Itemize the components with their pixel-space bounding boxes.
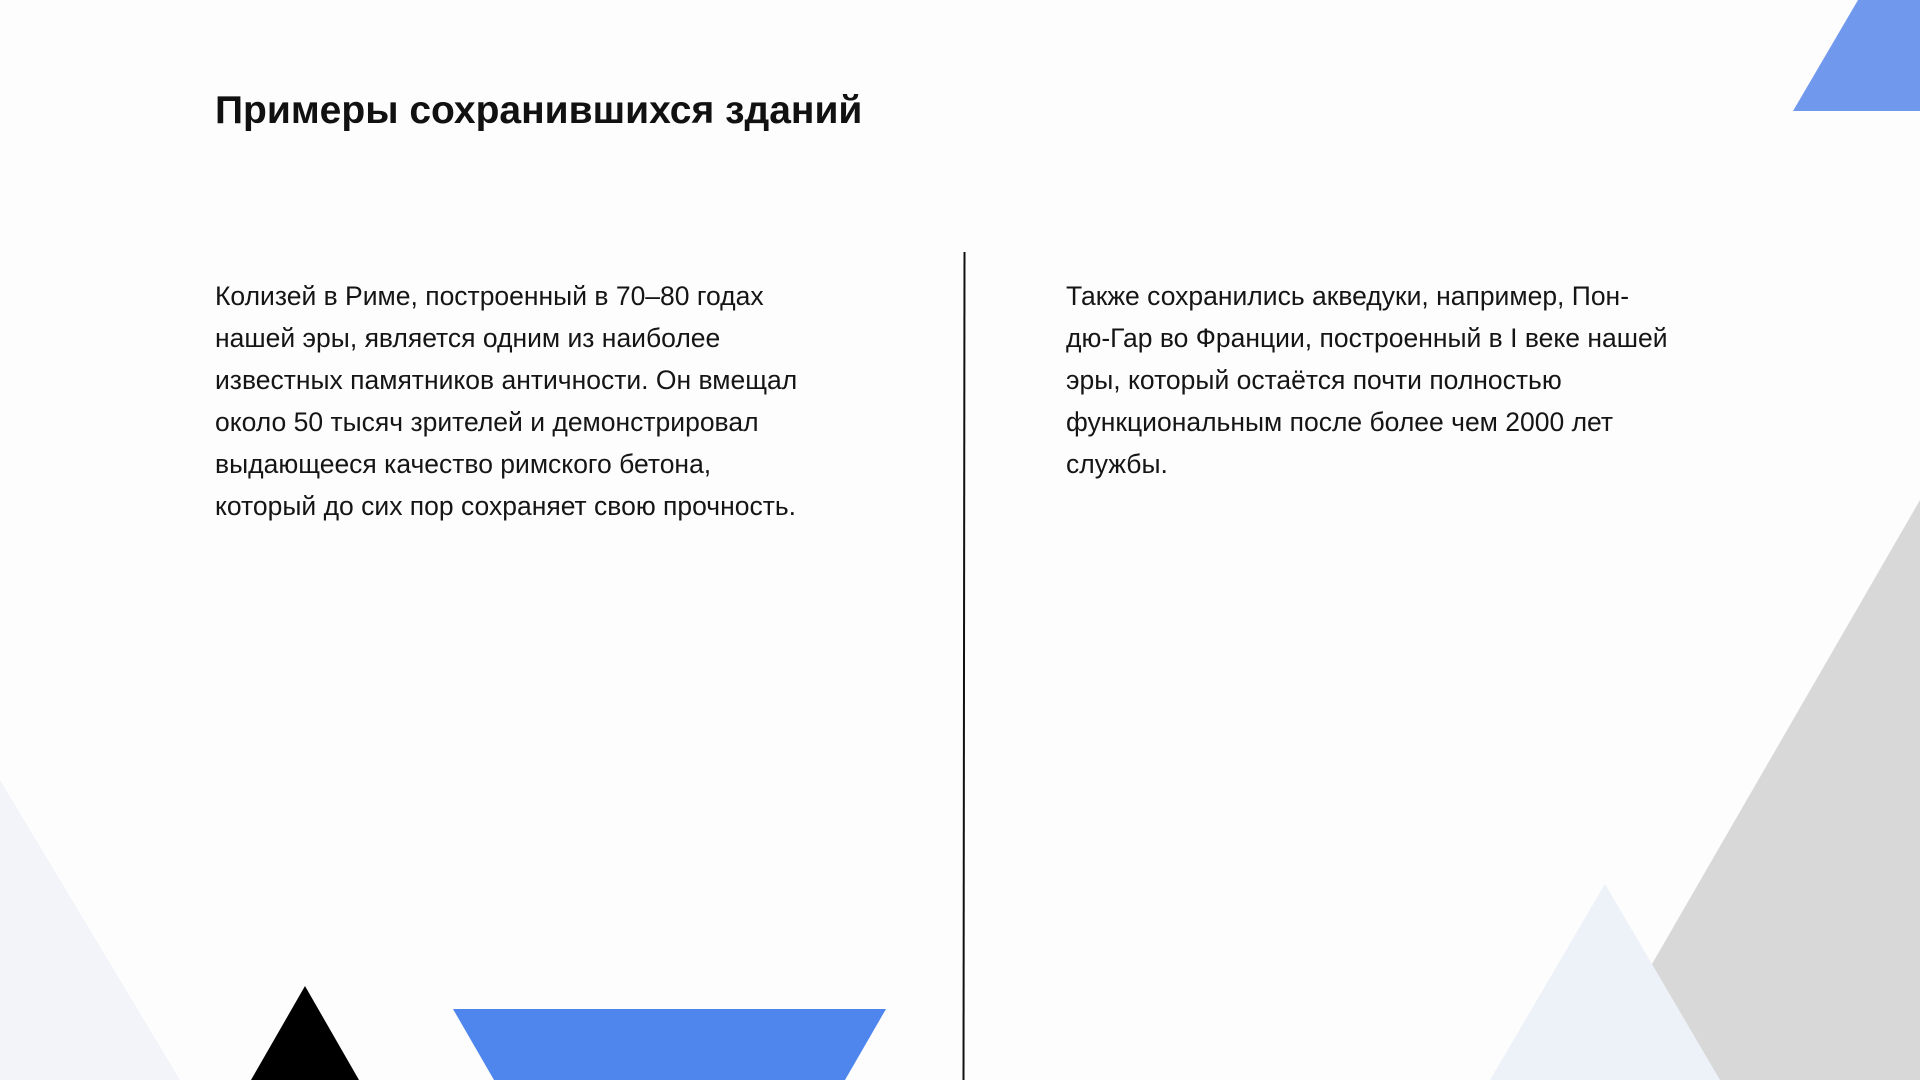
right-text-line: Также сохранились акведуки, например, Пон- [1066,281,1630,311]
top-right-blue-shape [1793,0,1920,111]
left-column-text [215,275,845,527]
left-text-line: нашей эры, является одним из наиболее [215,323,721,353]
right-text-line: функциональным после более чем 2000 лет [1066,407,1614,437]
right-text-line: дю-Гар во Франции, построенный в I веке нашей [1066,323,1668,353]
left-text-line: известных памятников античности. Он вмещал [215,365,798,395]
pale-left-triangle [0,780,180,1080]
left-text-line: Колизей в Риме, построенный в 70–80 годах [215,281,764,311]
right-text-line: службы. [1066,449,1168,479]
right-column-text [1066,275,1706,485]
slide-title: Примеры сохранившихся зданий [215,89,863,132]
black-triangle [251,986,359,1080]
left-text-line: выдающееся качество римского бетона, [215,449,712,479]
column-divider [964,252,965,1080]
left-text-line: около 50 тысяч зрителей и демонстрировал [215,407,759,437]
left-text-line: который до сих пор сохраняет свою прочность. [215,491,797,521]
right-text-line: эры, который остаётся почти полностью [1066,365,1562,395]
blue-inverted-trapezoid [453,1009,886,1080]
